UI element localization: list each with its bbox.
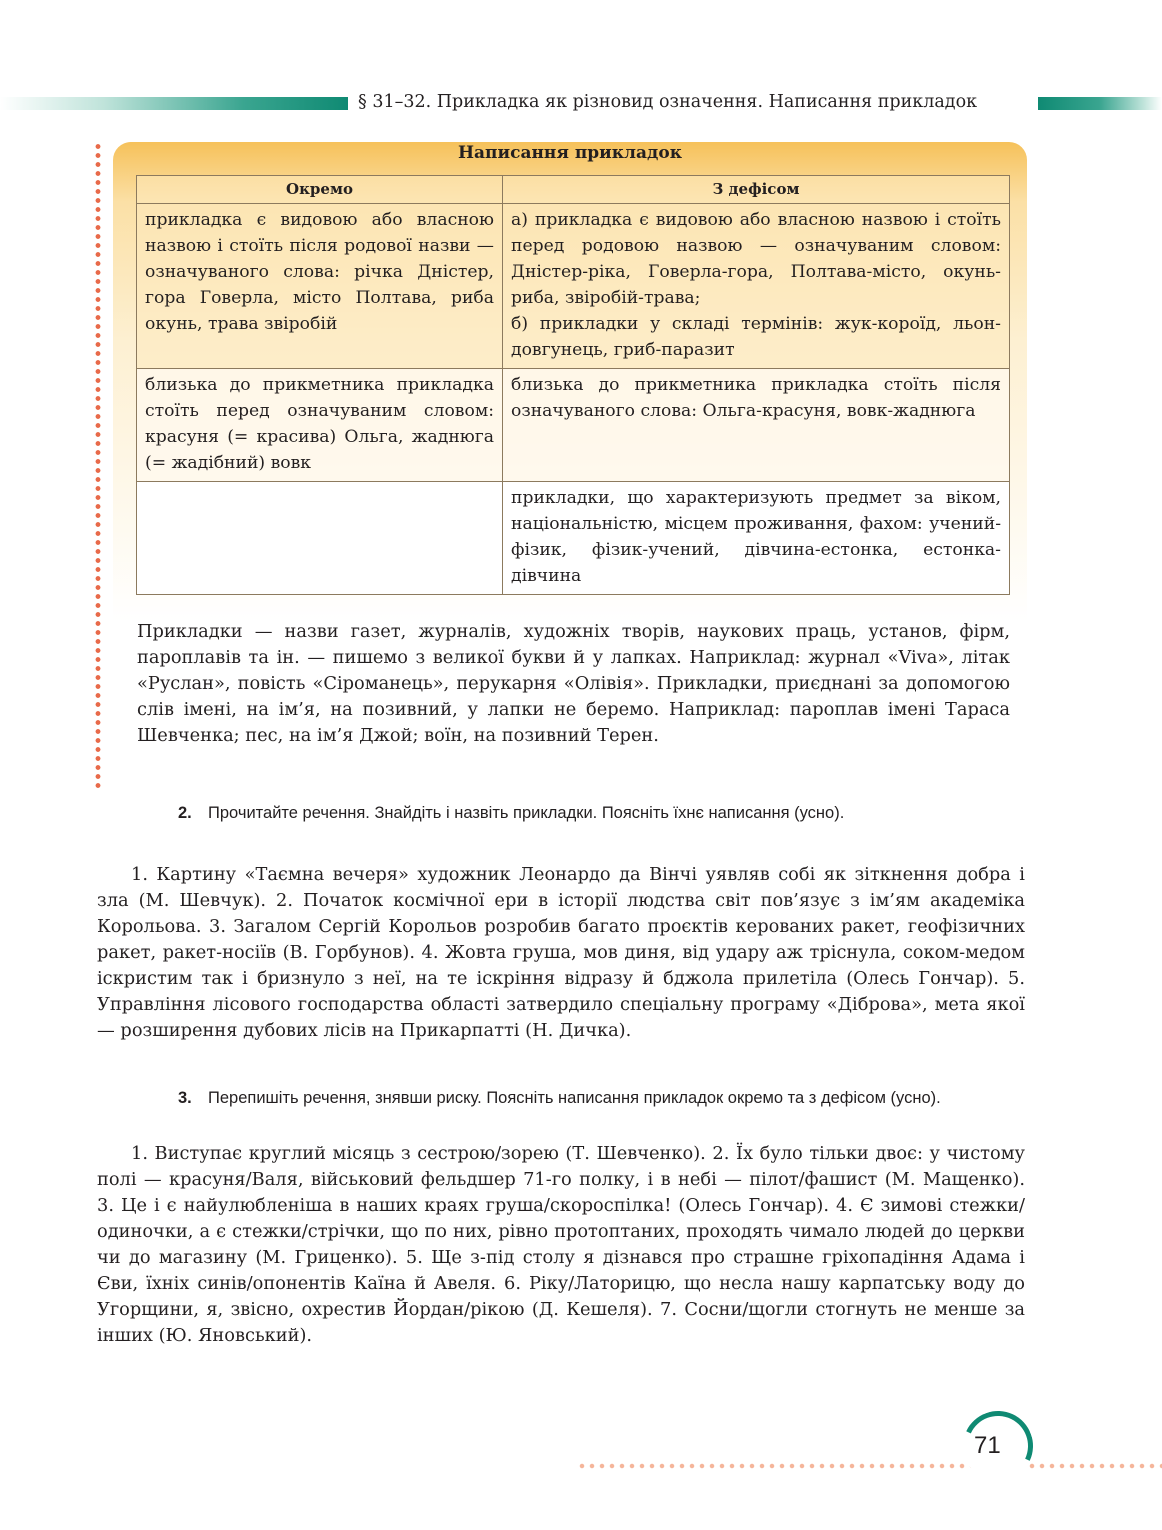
header-decor-bar-right — [1038, 97, 1162, 110]
task-instruction: Перепишіть речення, знявши риску. Поясніть написання прикладок окремо та з дефісом (усно). — [208, 1089, 941, 1107]
rules-row — [137, 369, 1010, 482]
rule-note: Прикладки — назви газет, журналів, художніх творів, наукових праць, установ, фірм, пароплавів та ін. — пишемо з великої букви й у лапках. Наприклад: журнал «Viva», літак «Руслан», повість «Сіроманець», перукарня «Олівія». Прикладки, приєднані за допомогою слів імені, на ім’я, на позивний, у лапки не беремо. Наприклад: пароплав імені Тараса Шевченка; пес, на ім’я Джой; воїн, на позивний Терен. — [137, 621, 1010, 746]
task-number: 3. — [178, 1089, 192, 1107]
task-3 — [178, 1087, 988, 1110]
rules-row — [137, 482, 1010, 595]
exercise-2-text: 1. Картину «Таємна вечеря» художник Леонардо да Вінчі уявляв собі як зіткнення добра і зла (М. Шевчук). 2. Початок космічної ери в історії людства світ пов’язує з ім’ям академіка Корольова. 3. Загалом Сергій Корольов розробив багато проєктів керованих ракет, геофізичних ракет, ракет-носіїв (В. Горбунов). 4. Жовта груша, мов диня, від удару аж тріснула, соком-медом іскристим так і бризнуло з неї, на те іскріння відразу й бджола прилетіла (Олесь Гончар). 5. Управління лісового господарства області затвердило спеціальну програму «Діброва», мета якої — розширення дубових лісів на Прикарпатті (Н. Дичка). — [97, 864, 1025, 1041]
rules-header-row — [137, 176, 1010, 204]
task-instruction: Прочитайте речення. Знайдіть і назвіть прикладки. Поясніть їхнє написання (усно). — [208, 804, 845, 822]
footer-dots-decor — [577, 1462, 1162, 1470]
rule-box-title: Написання прикладок — [457, 143, 683, 163]
task-number: 2. — [178, 804, 192, 822]
rule-cell-hyphen-1 — [503, 204, 1010, 369]
rules-row — [137, 204, 1010, 369]
rule-item-b: б) прикладки у складі термінів: жук-короїд, льон-довгунець, гриб-паразит — [511, 314, 1001, 360]
task-2 — [178, 802, 988, 825]
rule-cell-separate-1: прикладка є видовою або власною назвою і стоїть після родової назви — означуваного слова: річка Дністер, гора Говерла, місто Полтава, риба окунь, трава звіробій — [137, 204, 503, 369]
rule-cell-separate-2: близька до прикметника прикладка стоїть перед означуваним словом: красуня (= красива) Ольга, жаднюга (= жадібний) вовк — [137, 369, 503, 482]
margin-dots-decor — [94, 142, 102, 790]
col-header-separate: Окремо — [137, 176, 503, 204]
rule-cell-separate-3 — [137, 482, 503, 595]
page-number: 71 — [974, 1432, 1001, 1459]
rule-cell-hyphen-3: прикладки, що характеризують предмет за віком, національністю, місцем проживання, фахом: учений-фізик, фізик-учений, дівчина-естонка, естонка-дівчина — [503, 482, 1010, 595]
section-header: § 31–32. Прикладка як різновид означення. Написання прикладок — [358, 92, 978, 112]
col-header-hyphen: З дефісом — [503, 176, 1010, 204]
rule-cell-hyphen-2: близька до прикметника прикладка стоїть після означуваного слова: Ольга-красуня, вовк-жаднюга — [503, 369, 1010, 482]
exercise-3-text: 1. Виступає круглий місяць з сестрою/зорею (Т. Шевченко). 2. Їх було тільки двоє: у чистому полі — красуня/Валя, військовий фельдшер 71-го полку, і в небі — пілот/фашист (М. Мащенко). 3. Це і є найулюбленіша в наших краях груша/скороспілка! (Олесь Гончар). 4. Є зимові стежки/одиночки, а є стежки/стрічки, що по них, рівно протоптаних, проходять чимало людей до церкви чи до магазину (М. Гриценко). 5. Ще з-під столу я дізнався про страшне гріхопадіння Адама і Єви, їхніх синів/опонентів Каїна й Авеля. 6. Ріку/Латорицю, що несла нашу карпатську воду до Угорщини, я, звісно, охрестив Йордан/рікою (Д. Кешеля). 7. Сосни/щогли стогнуть не менше за інших (Ю. Яновський). — [97, 1143, 1025, 1346]
rules-table — [136, 175, 1010, 595]
rule-item-a: а) прикладка є видовою або власною назвою і стоїть перед родовою назвою — означуваним словом: Дністер-ріка, Говерла-гора, Полтава-місто, окунь-риба, звіробій-трава; — [511, 210, 1001, 308]
header-decor-bar-left — [0, 97, 348, 110]
